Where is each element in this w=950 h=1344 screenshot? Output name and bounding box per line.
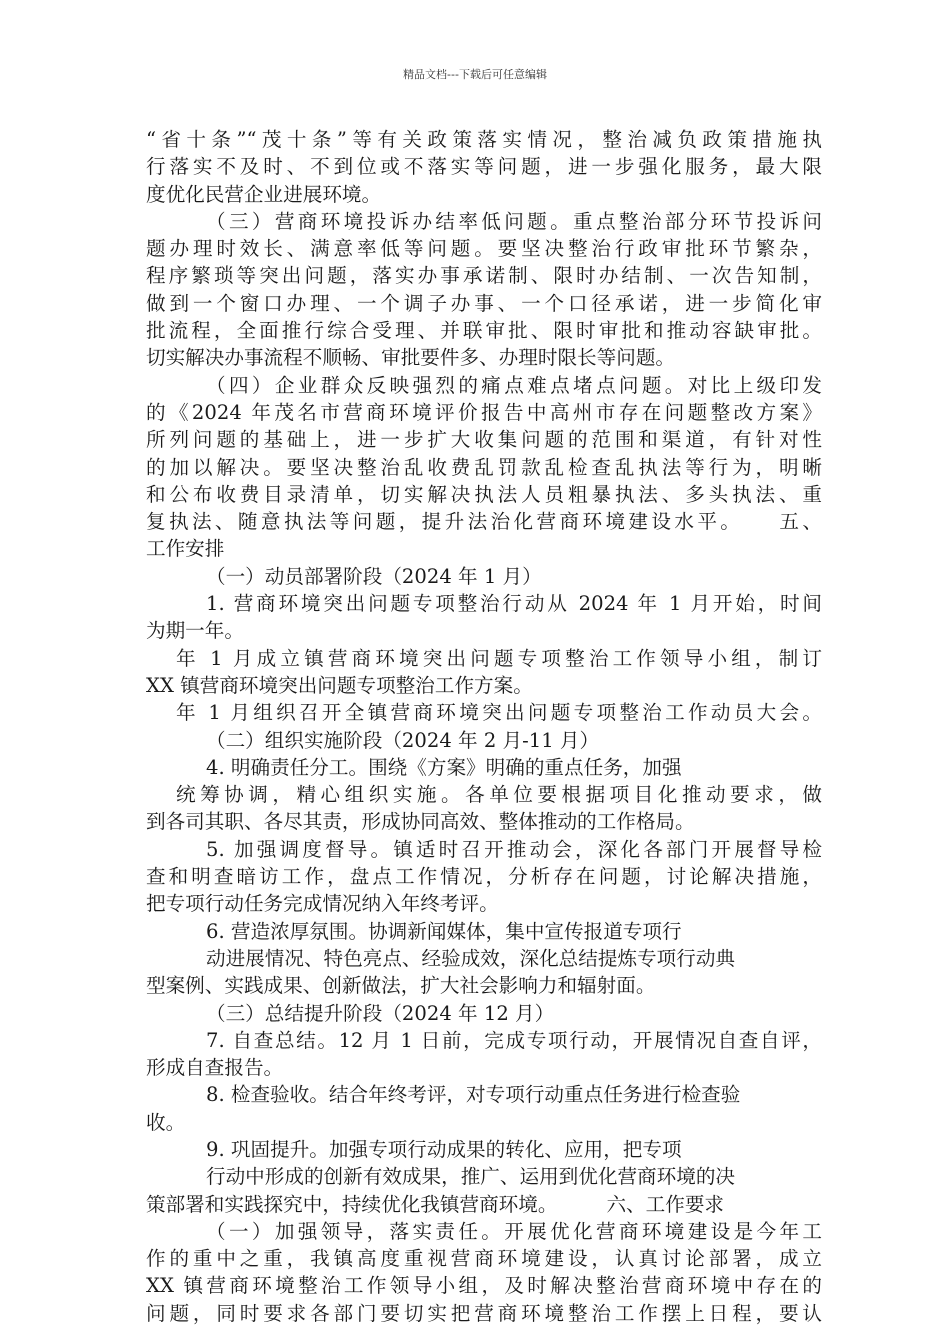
- text-line: 作的重中之重，我镇高度重视营商环境建设，认真讨论部署，成立: [146, 1247, 822, 1271]
- text-line: （一）动员部署阶段（2024 年 1 月）: [206, 564, 542, 588]
- text-line: 型案例、实践成果、创新做法，扩大社会影响力和辐射面。: [146, 974, 656, 998]
- text-line: 动进展情况、特色亮点、经验成效，深化总结提炼专项行动典: [206, 946, 736, 970]
- text-line: 5. 加强调度督导。镇适时召开推动会，深化各部门开展督导检: [206, 837, 822, 861]
- text-line: 做到一个窗口办理、一个调子办事、一个口径承诺，进一步简化审: [146, 291, 822, 315]
- text-line: 批流程，全面推行综合受理、并联审批、限时审批和推动容缺审批。: [146, 319, 822, 343]
- text-line: 程序繁琐等突出问题，落实办事承诺制、限时办结制、一次告知制，: [146, 264, 822, 288]
- text-line: “省十条”“茂十条”等有关政策落实情况，整治减负政策措施执: [146, 128, 822, 151]
- text-line: （三）总结提升阶段（2024 年 12 月）: [206, 1001, 555, 1025]
- text-line: 7. 自查总结。12 月 1 日前，完成专项行动，开展情况自查自评，: [206, 1028, 822, 1052]
- text-line: XX 镇营商环境突出问题专项整治工作方案。: [146, 673, 533, 697]
- text-line: 把专项行动任务完成情况纳入年终考评。: [146, 892, 499, 916]
- text-line: 行动中形成的创新有效成果，推广、运用到优化营商环境的决: [206, 1165, 736, 1189]
- text-line: （四）企业群众反映强烈的痛点难点堵点问题。对比上级印发: [206, 373, 822, 397]
- text-line: 年 1 月成立镇营商环境突出问题专项整治工作领导小组，制订: [176, 646, 822, 670]
- text-line: 工作安排: [146, 537, 225, 561]
- text-line: 到各司其职、各尽其责，形成协同高效、整体推动的工作格局。: [146, 810, 695, 834]
- text-line: 题办理时效长、满意率低等问题。要坚决整治行政审批环节繁杂，: [146, 237, 822, 261]
- text-line: XX 镇营商环境整治工作领导小组，及时解决整治营商环境中存在的: [146, 1274, 822, 1298]
- text-line: 收。: [146, 1110, 186, 1134]
- text-line: 4. 明确责任分工。围绕《方案》明确的重点任务，加强: [206, 755, 682, 779]
- text-line: 所列问题的基础上，进一步扩大收集问题的范围和渠道，有针对性: [146, 428, 822, 452]
- text-line: 查和明查暗访工作，盘点工作情况，分析存在问题，讨论解决措施，: [146, 865, 822, 889]
- text-line: 的加以解决。要坚决整治乱收费乱罚款乱检查乱执法等行为，明晰: [146, 455, 822, 479]
- text-line: 形成自查报告。: [146, 1056, 284, 1080]
- text-line: （三）营商环境投诉办结率低问题。重点整治部分环节投诉问: [206, 209, 822, 233]
- text-line: 切实解决办事流程不顺畅、审批要件多、办理时限长等问题。: [146, 346, 676, 370]
- text-line: 统筹协调，精心组织实施。各单位要根据项目化推动要求，做: [176, 783, 822, 807]
- text-line: 策部署和实践探究中，持续优化我镇营商环境。 六、工作要求: [146, 1192, 725, 1216]
- text-line: 年 1 月组织召开全镇营商环境突出问题专项整治工作动员大会。: [176, 701, 822, 725]
- text-line: 行落实不及时、不到位或不落实等问题，进一步强化服务，最大限: [146, 155, 822, 179]
- text-line: 8. 检查验收。结合年终考评，对专项行动重点任务进行检查验: [206, 1083, 741, 1107]
- text-line: 问题，同时要求各部门要切实把营商环境整治工作摆上日程，要认: [146, 1301, 822, 1325]
- page-header: 精品文档---下载后可任意编辑: [403, 68, 547, 81]
- document-body: [146, 126, 822, 1327]
- text-line: 复执法、随意执法等问题，提升法治化营商环境建设水平。 五、: [146, 510, 822, 534]
- text-line: 6. 营造浓厚氛围。协调新闻媒体，集中宣传报道专项行: [206, 919, 682, 943]
- text-line: 为期一年。: [146, 619, 244, 643]
- text-line: 度优化民营企业进展环境。: [146, 182, 382, 206]
- text-line: （二）组织实施阶段（2024 年 2 月-11 月）: [206, 728, 600, 752]
- text-line: 和公布收费目录清单，切实解决执法人员粗暴执法、多头执法、重: [146, 482, 822, 506]
- text-line: （一）加强领导，落实责任。开展优化营商环境建设是今年工: [206, 1219, 822, 1243]
- text-line: 9. 巩固提升。加强专项行动成果的转化、应用，把专项: [206, 1137, 682, 1161]
- text-line: 1. 营商环境突出问题专项整治行动从 2024 年 1 月开始，时间: [206, 592, 822, 616]
- text-line: 的《2024 年茂名市营商环境评价报告中高州市存在问题整改方案》: [146, 400, 822, 424]
